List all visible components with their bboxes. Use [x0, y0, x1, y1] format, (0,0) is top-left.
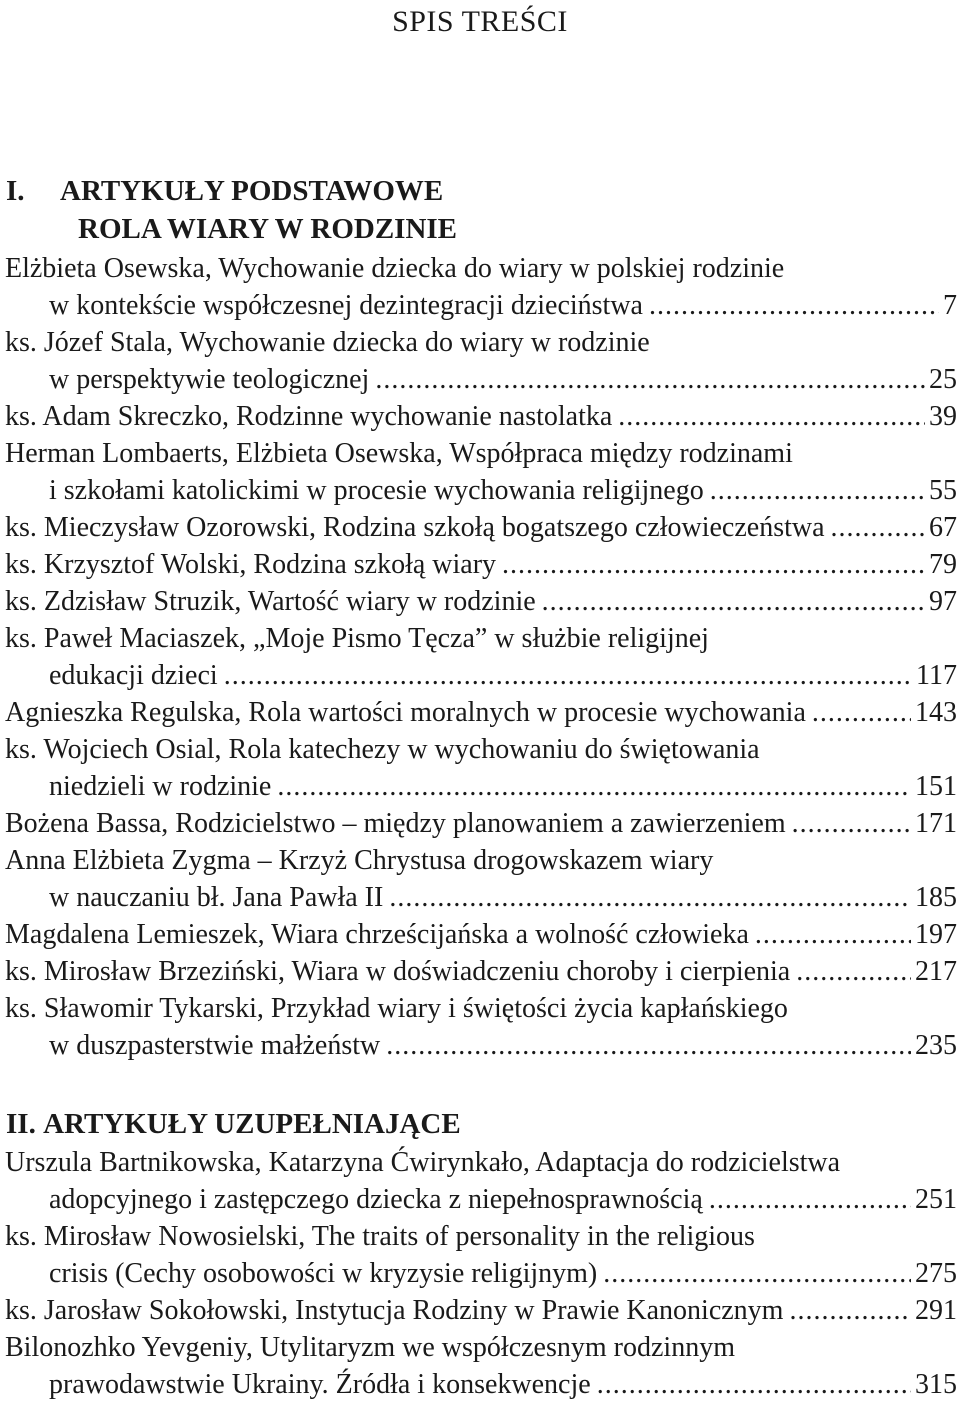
page-number: 97	[929, 586, 957, 617]
toc-entry-line	[5, 361, 957, 398]
toc-entry-text: Agnieszka Regulska, Rola wartości moralnych w procesie wychowania	[5, 697, 806, 728]
toc-entry-line	[5, 1027, 957, 1064]
dot-leader	[649, 287, 939, 324]
dot-leader	[277, 768, 911, 805]
toc-entry[interactable]	[5, 583, 957, 620]
toc-entry-text: ks. Józef Stala, Wychowanie dziecka do wiary w rodzinie	[5, 327, 650, 358]
section-number: I.	[6, 175, 25, 207]
toc-entry-line	[5, 1144, 957, 1181]
dot-leader	[542, 583, 925, 620]
toc-entry-text: ks. Paweł Maciaszek, „Moje Pismo Tęcza” w służbie religijnej	[5, 623, 709, 654]
page-number: 151	[915, 771, 957, 802]
toc-entry-line	[5, 731, 957, 768]
page-number: 79	[929, 549, 957, 580]
section-title: ARTYKUŁY UZUPEŁNIAJĄCE	[43, 1108, 461, 1140]
section-heading-2	[6, 1105, 461, 1143]
toc-entry-text: w perspektywie teologicznej	[49, 364, 370, 395]
toc-entry-text: ks. Mieczysław Ozorowski, Rodzina szkołą bogatszego człowieczeństwa	[5, 512, 825, 543]
toc-entry-text: prawodawstwie Ukrainy. Źródła i konsekwencje	[49, 1369, 591, 1400]
dot-leader	[375, 361, 925, 398]
dot-leader	[710, 472, 925, 509]
toc-entry-text: ks. Sławomir Tykarski, Przykład wiary i świętości życia kapłańskiego	[5, 993, 788, 1024]
toc-entry-line	[5, 324, 957, 361]
page-number: 315	[915, 1369, 957, 1400]
page-number: 39	[929, 401, 957, 432]
toc-entry-line	[5, 1218, 957, 1255]
dot-leader	[789, 1292, 911, 1329]
toc-entry-text: Magdalena Lemieszek, Wiara chrześcijańska a wolność człowieka	[5, 919, 749, 950]
toc-entry-line	[5, 509, 957, 546]
toc-entry-line	[5, 1366, 957, 1403]
toc-entry-text: crisis (Cechy osobowości w kryzysie religijnym)	[49, 1258, 598, 1289]
dot-leader	[796, 953, 911, 990]
toc-entry[interactable]	[5, 694, 957, 731]
toc-entry-line	[5, 694, 957, 731]
page-number: 251	[915, 1184, 957, 1215]
dot-leader	[709, 1181, 911, 1218]
page-number: 235	[915, 1030, 957, 1061]
toc-entry[interactable]	[5, 324, 957, 398]
toc-entry-text: ks. Mirosław Brzeziński, Wiara w doświadczeniu choroby i cierpienia	[5, 956, 791, 987]
toc-entry-text: w kontekście współczesnej dezintegracji dzieciństwa	[49, 290, 643, 321]
toc-entry[interactable]	[5, 805, 957, 842]
toc-entry-text: w duszpasterstwie małżeństw	[49, 1030, 381, 1061]
toc-entry-text: Elżbieta Osewska, Wychowanie dziecka do wiary w polskiej rodzinie	[5, 253, 785, 284]
toc-entry-line	[5, 768, 957, 805]
toc-entry[interactable]	[5, 1144, 957, 1218]
toc-entry[interactable]	[5, 1218, 957, 1292]
toc-entry-text: edukacji dzieci	[49, 660, 218, 691]
toc-entry[interactable]	[5, 435, 957, 509]
dot-leader	[224, 657, 912, 694]
toc-entry-line	[5, 990, 957, 1027]
toc-entry[interactable]	[5, 731, 957, 805]
dot-leader	[618, 398, 925, 435]
toc-entry-line	[5, 657, 957, 694]
toc-entry-line	[5, 583, 957, 620]
toc-entry-text: i szkołami katolickimi w procesie wychowania religijnego	[49, 475, 704, 506]
toc-entry-line	[5, 1255, 957, 1292]
toc-entry-text: ks. Adam Skreczko, Rodzinne wychowanie nastolatka	[5, 401, 613, 432]
page-number: 55	[929, 475, 957, 506]
dot-leader	[597, 1366, 911, 1403]
toc-entry-text: ks. Mirosław Nowosielski, The traits of personality in the religious	[5, 1221, 755, 1252]
toc-entry-text: Bożena Bassa, Rodzicielstwo – między planowaniem a zawierzeniem	[5, 808, 786, 839]
toc-entry-text: ks. Zdzisław Struzik, Wartość wiary w rodzinie	[5, 586, 536, 617]
toc-entry[interactable]	[5, 990, 957, 1064]
toc-entry[interactable]	[5, 620, 957, 694]
toc-entry[interactable]	[5, 398, 957, 435]
toc-entry-line	[5, 435, 957, 472]
dot-leader	[389, 879, 911, 916]
toc-entry-text: Herman Lombaerts, Elżbieta Osewska, Współpraca między rodzinami	[5, 438, 793, 469]
toc-entry-text: adopcyjnego i zastępczego dziecka z niepełnosprawnością	[49, 1184, 703, 1215]
toc-entry-text: ks. Jarosław Sokołowski, Instytucja Rodziny w Prawie Kanonicznym	[5, 1295, 784, 1326]
section-subheading-1: ROLA WIARY W RODZINIE	[78, 213, 458, 245]
page-number: 275	[915, 1258, 957, 1289]
page-number: 67	[929, 512, 957, 543]
toc-entry-line	[5, 1329, 957, 1366]
toc-entry-line	[5, 398, 957, 435]
toc-entry-text: Bilonozhko Yevgeniy, Utylitaryzm we współczesnym rodzinnym	[5, 1332, 735, 1363]
toc-entry-text: ks. Krzysztof Wolski, Rodzina szkołą wiary	[5, 549, 497, 580]
section-number: II.	[6, 1108, 36, 1140]
dot-leader	[755, 916, 911, 953]
toc-entry-line	[5, 1292, 957, 1329]
toc-entry[interactable]	[5, 916, 957, 953]
dot-leader	[831, 509, 925, 546]
toc-entry-text: niedzieli w rodzinie	[49, 771, 272, 802]
toc-entry-line	[5, 620, 957, 657]
dot-leader	[502, 546, 925, 583]
toc-entry-text: ks. Wojciech Osial, Rola katechezy w wychowaniu do świętowania	[5, 734, 760, 765]
toc-entry[interactable]	[5, 1292, 957, 1329]
toc-entry[interactable]	[5, 250, 957, 324]
toc-entry-line	[5, 916, 957, 953]
dot-leader	[812, 694, 911, 731]
toc-entry-line	[5, 953, 957, 990]
toc-entry[interactable]	[5, 1329, 957, 1403]
page-number: 7	[943, 290, 957, 321]
toc-entry-line	[5, 250, 957, 287]
dot-leader	[603, 1255, 911, 1292]
toc-entry-line	[5, 1181, 957, 1218]
toc-entry[interactable]	[5, 546, 957, 583]
page-number: 185	[915, 882, 957, 913]
toc-entry-line	[5, 472, 957, 509]
page-number: 117	[916, 660, 957, 691]
toc-entry-text: w nauczaniu bł. Jana Pawła II	[49, 882, 384, 913]
toc-entry-text: Urszula Bartnikowska, Katarzyna Ćwirynkało, Adaptacja do rodzicielstwa	[5, 1147, 841, 1178]
toc-entry-line	[5, 879, 957, 916]
dot-leader	[792, 805, 911, 842]
toc-entry-line	[5, 842, 957, 879]
toc-entry[interactable]	[5, 842, 957, 916]
section-title: ARTYKUŁY PODSTAWOWE	[60, 175, 444, 207]
page-number: 197	[915, 919, 957, 950]
toc-entry[interactable]	[5, 509, 957, 546]
toc-entry-line	[5, 287, 957, 324]
toc-entry-text: Anna Elżbieta Zygma – Krzyż Chrystusa drogowskazem wiary	[5, 845, 714, 876]
toc-entry[interactable]	[5, 953, 957, 990]
toc-entry-line	[5, 546, 957, 583]
page-number: 291	[915, 1295, 957, 1326]
page-number: 217	[915, 956, 957, 987]
page-number: 171	[915, 808, 957, 839]
toc-entry-line	[5, 805, 957, 842]
page-number: 25	[929, 364, 957, 395]
section-heading-1	[6, 172, 443, 210]
dot-leader	[386, 1027, 911, 1064]
page-title: SPIS TREŚCI	[392, 5, 568, 38]
page-number: 143	[915, 697, 957, 728]
